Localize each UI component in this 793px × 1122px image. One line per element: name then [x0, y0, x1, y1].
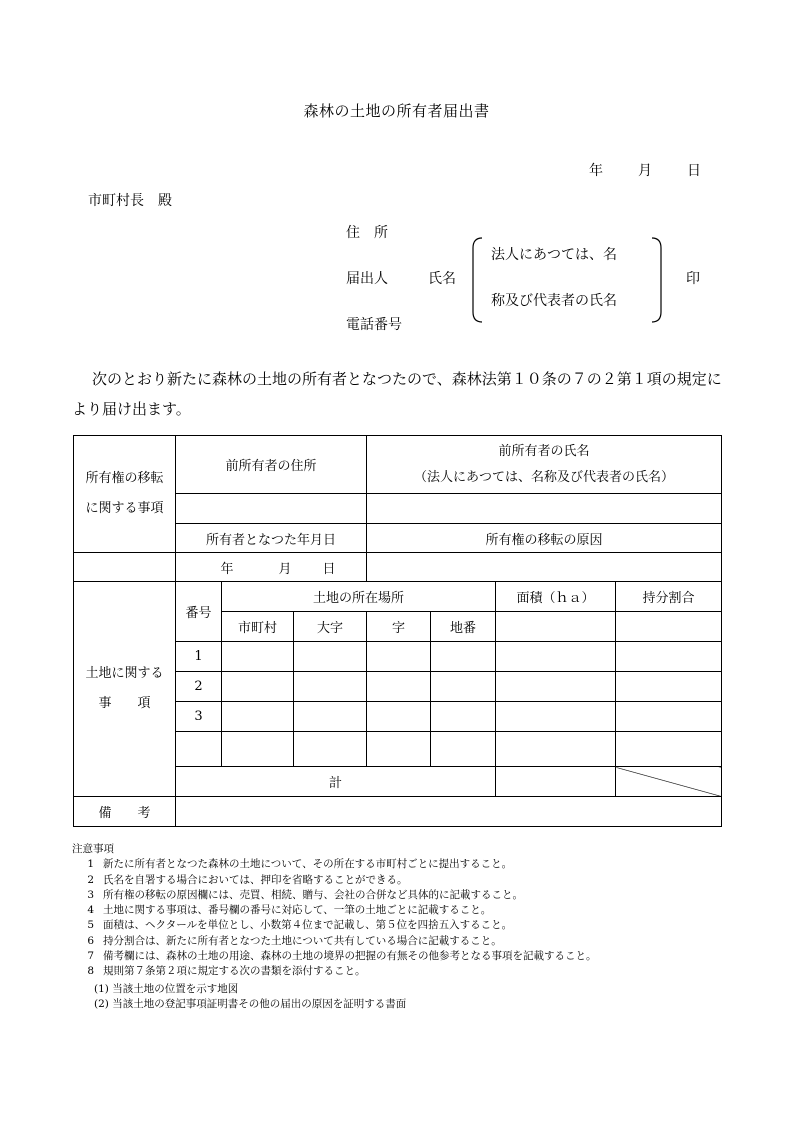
note-item: 7 備考欄には、森林の土地の用途、森林の土地の境界の把握の有無その他参考となる事項を記載すること。	[87, 950, 597, 963]
area-blank-cell	[496, 612, 616, 642]
land-cell[interactable]	[431, 642, 496, 672]
addressee: 市町村長 殿	[88, 193, 172, 209]
municipality-header: 市町村	[222, 612, 294, 642]
remarks-label: 備 考	[74, 797, 176, 827]
land-cell[interactable]	[294, 672, 367, 702]
total-share-diagonal	[616, 767, 722, 797]
row-number: 3	[176, 702, 222, 732]
land-cell[interactable]	[294, 702, 367, 732]
notes-section	[72, 842, 597, 1012]
note-item: 2 氏名を自署する場合においては、押印を省略することができる。	[87, 873, 408, 886]
land-cell[interactable]	[616, 702, 722, 732]
document-title: 森林の土地の所有者届出書	[303, 102, 490, 120]
land-cell[interactable]	[222, 732, 294, 767]
land-cell[interactable]	[431, 702, 496, 732]
note-item: 4 土地に関する事項は、番号欄の番号に対応して、一筆の土地ごとに記載すること。	[87, 904, 492, 917]
notifier-label: 届出人	[346, 271, 388, 287]
aza-header: 字	[367, 612, 431, 642]
ownership-date-field[interactable]: 年 月 日	[176, 553, 367, 582]
name-note-line2: 称及び代表者の氏名	[491, 293, 617, 309]
date-month: 月	[638, 163, 652, 179]
phone-label: 電話番号	[346, 317, 402, 333]
note-subitem: (2) 当該土地の登記事項証明書その他の届出の原因を証明する書面	[94, 997, 407, 1010]
seal-mark: 印	[686, 271, 700, 287]
total-area-field[interactable]	[496, 767, 616, 797]
land-cell[interactable]	[222, 642, 294, 672]
share-header: 持分割合	[616, 582, 722, 612]
note-item: 6 持分割合は、新たに所有者となつた土地について共有している場合に記載すること。	[87, 934, 502, 947]
note-subitem: (1) 当該土地の位置を示す地図	[94, 982, 239, 995]
name-note-line1: 法人にあつては、名	[491, 247, 617, 263]
land-cell[interactable]	[367, 642, 431, 672]
land-cell[interactable]	[294, 732, 367, 767]
land-cell[interactable]	[496, 732, 616, 767]
note-item: 5 面積は、ヘクタールを単位とし、小数第４位まで記載し、第５位を四捨五入すること。	[87, 919, 513, 932]
date-year: 年	[589, 163, 603, 179]
ownership-date-header: 所有者となつた年月日	[176, 524, 367, 553]
prev-owner-name-header: 前所有者の氏名 （法人にあつては、名称及び代表者の氏名）	[367, 436, 722, 494]
land-cell[interactable]	[616, 642, 722, 672]
land-cell[interactable]	[431, 732, 496, 767]
row-number: 2	[176, 672, 222, 702]
intro-text: 次のとおり新たに森林の土地の所有者となつたので、森林法第１０条の７の２第１項の規定により届け出ます。	[72, 370, 722, 418]
date-day: 日	[687, 163, 701, 179]
area-header: 面積（ｈａ）	[496, 582, 616, 612]
name-label: 氏名	[428, 271, 456, 287]
land-cell[interactable]	[616, 732, 722, 767]
land-cell[interactable]	[294, 642, 367, 672]
row-number	[176, 732, 222, 767]
transfer-cause-field[interactable]	[367, 553, 722, 582]
transfer-cause-header: 所有権の移転の原因	[367, 524, 722, 553]
lot-number-header: 地番	[431, 612, 496, 642]
land-section-label: 土地に関する 事 項	[74, 582, 176, 797]
prev-owner-address-field[interactable]	[176, 494, 367, 524]
land-cell[interactable]	[222, 702, 294, 732]
transfer-section-label: 所有権の移転 に関する事項	[74, 436, 176, 553]
land-cell[interactable]	[616, 672, 722, 702]
note-item: 3 所有権の移転の原因欄には、売買、相続、贈与、会社の合併など具体的に記載すること。	[87, 888, 523, 901]
total-label: 計	[176, 767, 496, 797]
note-item: 1 新たに所有者となつた森林の土地について、その所在する市町村ごとに提出すること。	[87, 858, 513, 871]
share-blank-cell	[616, 612, 722, 642]
row-number: 1	[176, 642, 222, 672]
transfer-section-spacer	[74, 553, 176, 582]
notification-form-table	[73, 435, 722, 827]
land-cell[interactable]	[431, 672, 496, 702]
note-item: 8 規則第７条第２項に規定する次の書類を添付すること。	[87, 965, 366, 978]
location-header: 土地の所在場所	[222, 582, 496, 612]
land-cell[interactable]	[367, 672, 431, 702]
land-cell[interactable]	[496, 672, 616, 702]
prev-owner-name-field[interactable]	[367, 494, 722, 524]
prev-owner-address-header: 前所有者の住所	[176, 436, 367, 494]
address-label: 住 所	[346, 225, 388, 241]
remarks-field[interactable]	[176, 797, 722, 827]
oaza-header: 大字	[294, 612, 367, 642]
notes-heading: 注意事項	[72, 843, 114, 855]
land-cell[interactable]	[496, 642, 616, 672]
land-cell[interactable]	[222, 672, 294, 702]
number-header: 番号	[176, 582, 222, 642]
land-cell[interactable]	[367, 732, 431, 767]
land-cell[interactable]	[367, 702, 431, 732]
land-cell[interactable]	[496, 702, 616, 732]
